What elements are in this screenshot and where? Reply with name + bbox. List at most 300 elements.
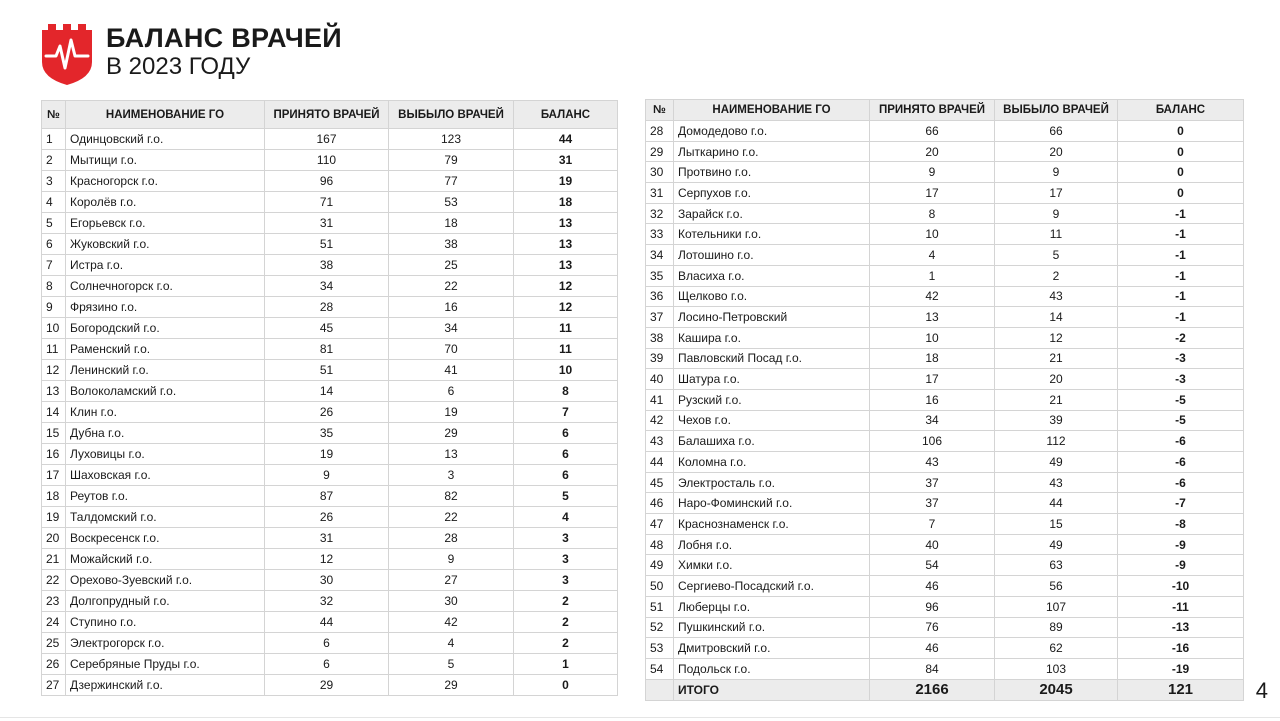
table-row [646,286,1244,307]
district-name: Воскресенск г.о. [66,528,265,549]
balance-value: 0 [1118,141,1244,162]
hired-count: 1 [870,265,995,286]
left-count: 103 [995,658,1118,679]
left-count: 12 [995,327,1118,348]
district-name: Клин г.о. [66,402,265,423]
balance-value: 11 [514,339,618,360]
balance-value: 2 [514,612,618,633]
district-name: Кашира г.о. [674,327,870,348]
column-header-num: № [646,100,674,121]
left-count: 28 [389,528,514,549]
district-name: Шаховская г.о. [66,465,265,486]
hired-count: 13 [870,307,995,328]
district-name: Чехов г.о. [674,410,870,431]
row-number: 13 [42,381,66,402]
balance-value: -5 [1118,389,1244,410]
table-row [42,444,618,465]
hired-count: 28 [265,297,389,318]
district-name: Раменский г.о. [66,339,265,360]
hired-count: 42 [870,286,995,307]
row-number: 3 [42,171,66,192]
district-name: Королёв г.о. [66,192,265,213]
row-number: 35 [646,265,674,286]
balance-value: 2 [514,633,618,654]
balance-value: 2 [514,591,618,612]
hired-count: 96 [265,171,389,192]
district-name: Можайский г.о. [66,549,265,570]
left-count: 11 [995,224,1118,245]
column-header-hired: ПРИНЯТО ВРАЧЕЙ [870,100,995,121]
balance-value: 6 [514,465,618,486]
row-number: 47 [646,514,674,535]
left-count: 63 [995,555,1118,576]
left-count: 3 [389,465,514,486]
hired-count: 46 [870,576,995,597]
balance-value: -5 [1118,410,1244,431]
hired-count: 43 [870,452,995,473]
balance-value: -6 [1118,472,1244,493]
column-header-left: ВЫБЫЛО ВРАЧЕЙ [995,100,1118,121]
district-name: Фрязино г.о. [66,297,265,318]
row-number: 38 [646,327,674,348]
district-name: Балашиха г.о. [674,431,870,452]
balance-value: 13 [514,234,618,255]
left-count: 5 [389,654,514,675]
table-row [646,307,1244,328]
district-name: Котельники г.о. [674,224,870,245]
table-row [646,265,1244,286]
district-name: Истра г.о. [66,255,265,276]
table-row [42,465,618,486]
hired-count: 37 [870,493,995,514]
balance-value: 11 [514,318,618,339]
hired-count: 96 [870,596,995,617]
left-count: 27 [389,570,514,591]
balance-value: 13 [514,255,618,276]
table-row [646,348,1244,369]
row-number: 32 [646,203,674,224]
left-count: 43 [995,472,1118,493]
hired-count: 110 [265,150,389,171]
table-row [646,534,1244,555]
table-row [42,633,618,654]
hired-count: 44 [265,612,389,633]
row-number: 7 [42,255,66,276]
district-name: Наро-Фоминский г.о. [674,493,870,514]
hired-count: 14 [265,381,389,402]
hired-count: 35 [265,423,389,444]
balance-value: -16 [1118,638,1244,659]
left-count: 6 [389,381,514,402]
balance-value: -1 [1118,265,1244,286]
left-count: 9 [995,162,1118,183]
left-count: 15 [995,514,1118,535]
hired-count: 45 [265,318,389,339]
row-number: 17 [42,465,66,486]
page-subtitle: В 2023 ГОДУ [106,53,251,80]
district-name: Луховицы г.о. [66,444,265,465]
row-number: 6 [42,234,66,255]
row-number: 20 [42,528,66,549]
hired-count: 6 [265,654,389,675]
district-name: Солнечногорск г.о. [66,276,265,297]
table-row [646,410,1244,431]
row-number: 53 [646,638,674,659]
row-number: 41 [646,389,674,410]
row-number: 21 [42,549,66,570]
table-row [42,213,618,234]
balance-value: -1 [1118,224,1244,245]
hired-count: 19 [265,444,389,465]
total-row [646,679,1244,700]
hired-count: 51 [265,360,389,381]
balance-table-right [645,99,1244,701]
left-count: 53 [389,192,514,213]
table-row [646,121,1244,142]
left-count: 29 [389,675,514,696]
balance-value: -9 [1118,555,1244,576]
hired-count: 87 [265,486,389,507]
hired-count: 26 [265,507,389,528]
left-count: 38 [389,234,514,255]
balance-value: 31 [514,150,618,171]
row-number: 31 [646,183,674,204]
table-row [42,402,618,423]
left-count: 21 [995,348,1118,369]
table-row [646,472,1244,493]
district-name: Пушкинский г.о. [674,617,870,638]
table-row [646,389,1244,410]
column-header-name: НАИМЕНОВАНИЕ ГО [66,101,265,129]
district-name: Лотошино г.о. [674,245,870,266]
table-row [42,171,618,192]
district-name: Волоколамский г.о. [66,381,265,402]
total-left: 2045 [995,679,1118,700]
title-block [106,22,342,80]
hired-count: 40 [870,534,995,555]
district-name: Орехово-Зуевский г.о. [66,570,265,591]
hired-count: 46 [870,638,995,659]
left-count: 44 [995,493,1118,514]
left-count: 4 [389,633,514,654]
table-row [42,297,618,318]
left-count: 21 [995,389,1118,410]
balance-value: 12 [514,297,618,318]
left-count: 2 [995,265,1118,286]
district-name: Шатура г.о. [674,369,870,390]
table-row [42,591,618,612]
table-row [42,360,618,381]
table-row [646,327,1244,348]
table-row [42,612,618,633]
balance-value: 7 [514,402,618,423]
hired-count: 71 [265,192,389,213]
left-count: 9 [995,203,1118,224]
hired-count: 17 [870,183,995,204]
district-name: Ступино г.о. [66,612,265,633]
row-number: 5 [42,213,66,234]
row-number: 30 [646,162,674,183]
balance-value: -1 [1118,245,1244,266]
balance-table-left [41,100,618,696]
left-count: 112 [995,431,1118,452]
left-count: 39 [995,410,1118,431]
row-number: 42 [646,410,674,431]
table-row [42,276,618,297]
row-number: 29 [646,141,674,162]
hired-count: 26 [265,402,389,423]
row-number: 52 [646,617,674,638]
left-count: 89 [995,617,1118,638]
district-name: Химки г.о. [674,555,870,576]
table-row [646,638,1244,659]
hired-count: 38 [265,255,389,276]
balance-value: 13 [514,213,618,234]
table-row [42,255,618,276]
hired-count: 10 [870,327,995,348]
column-header-balance: БАЛАНС [514,101,618,129]
hired-count: 8 [870,203,995,224]
row-number: 9 [42,297,66,318]
row-number: 11 [42,339,66,360]
column-header-balance: БАЛАНС [1118,100,1244,121]
district-name: Рузский г.о. [674,389,870,410]
row-number: 14 [42,402,66,423]
table-row [42,549,618,570]
row-number: 10 [42,318,66,339]
table-row [42,507,618,528]
row-number: 36 [646,286,674,307]
hired-count: 9 [265,465,389,486]
footer-divider [0,717,1280,718]
column-header-name: НАИМЕНОВАНИЕ ГО [674,100,870,121]
table-row [646,658,1244,679]
row-number: 33 [646,224,674,245]
row-number: 39 [646,348,674,369]
district-name: Протвино г.о. [674,162,870,183]
left-count: 29 [389,423,514,444]
balance-value: -11 [1118,596,1244,617]
district-name: Люберцы г.о. [674,596,870,617]
row-number: 25 [42,633,66,654]
row-number: 19 [42,507,66,528]
district-name: Мытищи г.о. [66,150,265,171]
district-name: Власиха г.о. [674,265,870,286]
balance-value: -6 [1118,452,1244,473]
hired-count: 31 [265,528,389,549]
district-name: Щелково г.о. [674,286,870,307]
balance-value: -7 [1118,493,1244,514]
left-count: 18 [389,213,514,234]
hired-count: 167 [265,129,389,150]
balance-value: 0 [1118,162,1244,183]
row-number: 44 [646,452,674,473]
table-row [646,596,1244,617]
left-count: 20 [995,141,1118,162]
left-count: 16 [389,297,514,318]
district-name: Ленинский г.о. [66,360,265,381]
left-count: 62 [995,638,1118,659]
row-number: 23 [42,591,66,612]
hired-count: 7 [870,514,995,535]
balance-value: 44 [514,129,618,150]
table-row [42,423,618,444]
hired-count: 34 [870,410,995,431]
left-count: 9 [389,549,514,570]
left-count: 13 [389,444,514,465]
balance-value: -10 [1118,576,1244,597]
hired-count: 20 [870,141,995,162]
hired-count: 10 [870,224,995,245]
hired-count: 18 [870,348,995,369]
row-number: 15 [42,423,66,444]
table-row [646,555,1244,576]
district-name: Краснознаменск г.о. [674,514,870,535]
district-name: Сергиево-Посадский г.о. [674,576,870,597]
balance-value: 10 [514,360,618,381]
table-row [42,381,618,402]
table-row [646,431,1244,452]
table-row [646,452,1244,473]
row-number: 40 [646,369,674,390]
left-count: 5 [995,245,1118,266]
left-count: 49 [995,452,1118,473]
table-row [42,234,618,255]
district-name: Зарайск г.о. [674,203,870,224]
table-row [646,245,1244,266]
table-row [646,162,1244,183]
table-row [42,654,618,675]
left-count: 20 [995,369,1118,390]
left-count: 14 [995,307,1118,328]
table-row [646,369,1244,390]
hired-count: 4 [870,245,995,266]
balance-value: -19 [1118,658,1244,679]
row-number: 24 [42,612,66,633]
hired-count: 32 [265,591,389,612]
district-name: Богородский г.о. [66,318,265,339]
balance-value: 3 [514,528,618,549]
row-number: 12 [42,360,66,381]
row-number: 37 [646,307,674,328]
left-count: 56 [995,576,1118,597]
row-number: 2 [42,150,66,171]
row-number: 8 [42,276,66,297]
table-row [646,493,1244,514]
column-header-num: № [42,101,66,129]
left-count: 66 [995,121,1118,142]
left-count: 70 [389,339,514,360]
balance-value: 3 [514,570,618,591]
row-number: 16 [42,444,66,465]
district-name: Лыткарино г.о. [674,141,870,162]
hired-count: 81 [265,339,389,360]
table-row [646,203,1244,224]
balance-value: -1 [1118,203,1244,224]
left-count: 19 [389,402,514,423]
left-count: 22 [389,507,514,528]
hired-count: 16 [870,389,995,410]
table-row [646,617,1244,638]
table-row [42,192,618,213]
hired-count: 51 [265,234,389,255]
left-count: 41 [389,360,514,381]
hired-count: 76 [870,617,995,638]
district-name: Дубна г.о. [66,423,265,444]
table-row [646,141,1244,162]
left-count: 42 [389,612,514,633]
row-number: 4 [42,192,66,213]
balance-value: 0 [1118,183,1244,204]
total-hired: 2166 [870,679,995,700]
district-name: Лобня г.о. [674,534,870,555]
balance-value: 18 [514,192,618,213]
hired-count: 106 [870,431,995,452]
total-balance: 121 [1118,679,1244,700]
district-name: Серпухов г.о. [674,183,870,204]
hired-count: 31 [265,213,389,234]
hired-count: 84 [870,658,995,679]
district-name: Жуковский г.о. [66,234,265,255]
balance-value: -8 [1118,514,1244,535]
balance-value: -6 [1118,431,1244,452]
row-number: 27 [42,675,66,696]
table-row [646,576,1244,597]
table-row [42,528,618,549]
district-name: Павловский Посад г.о. [674,348,870,369]
hired-count: 54 [870,555,995,576]
balance-value: 0 [514,675,618,696]
hired-count: 29 [265,675,389,696]
balance-value: 1 [514,654,618,675]
balance-value: -3 [1118,369,1244,390]
row-number: 18 [42,486,66,507]
balance-value: -2 [1118,327,1244,348]
column-header-hired: ПРИНЯТО ВРАЧЕЙ [265,101,389,129]
district-name: Лосино-Петровский [674,307,870,328]
balance-value: 4 [514,507,618,528]
district-name: Подольск г.о. [674,658,870,679]
district-name: Талдомский г.о. [66,507,265,528]
district-name: Одинцовский г.о. [66,129,265,150]
table-row [646,224,1244,245]
balance-value: 6 [514,444,618,465]
total-label: ИТОГО [674,679,870,700]
hired-count: 34 [265,276,389,297]
table-row [646,514,1244,535]
balance-value: 3 [514,549,618,570]
balance-value: 5 [514,486,618,507]
district-name: Электрогорск г.о. [66,633,265,654]
hired-count: 17 [870,369,995,390]
balance-value: 6 [514,423,618,444]
table-row [42,318,618,339]
balance-value: -1 [1118,286,1244,307]
left-count: 25 [389,255,514,276]
row-number: 26 [42,654,66,675]
balance-value: -13 [1118,617,1244,638]
page-title: БАЛАНС ВРАЧЕЙ [106,23,343,53]
coat-of-arms-logo [40,22,94,86]
left-count: 79 [389,150,514,171]
row-number: 54 [646,658,674,679]
left-count: 17 [995,183,1118,204]
balance-value: -1 [1118,307,1244,328]
left-count: 49 [995,534,1118,555]
row-number: 43 [646,431,674,452]
district-name: Дмитровский г.о. [674,638,870,659]
district-name: Электросталь г.о. [674,472,870,493]
